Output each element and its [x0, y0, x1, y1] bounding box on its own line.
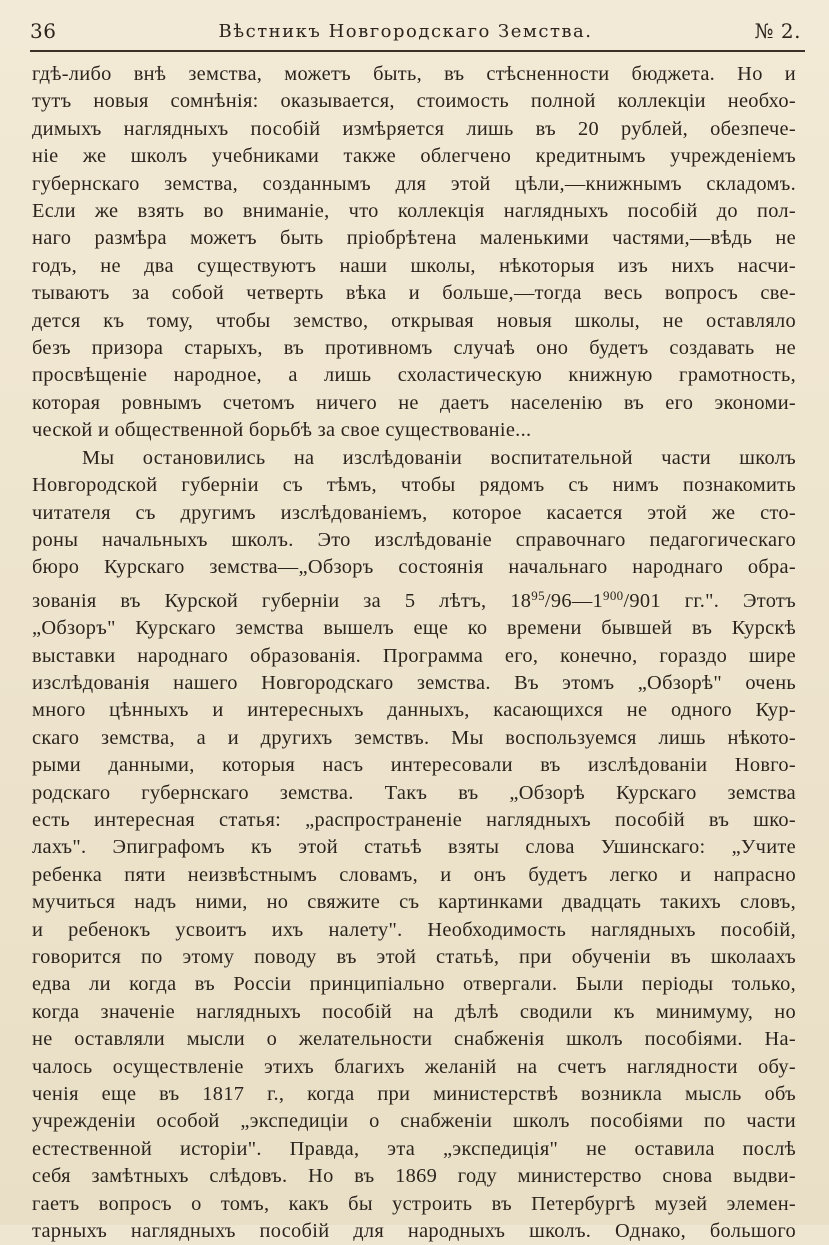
text-line: которая ровнымъ счетомъ ничего не даетъ населенію въ его экономи-	[32, 391, 796, 414]
text-line: едва ли когда въ Россіи принципіально отвергали. Были періоды только,	[32, 973, 796, 996]
subscript: 96	[550, 589, 572, 612]
journal-title: Вѣстникъ Новгородскаго Земства.	[218, 20, 593, 42]
text-fragment: зованія въ Курской губерніи за 5 лѣтъ, 18	[32, 589, 532, 612]
text-line: естественной исторіи". Правда, эта „экспедиція" не оставила послѣ	[32, 1137, 796, 1160]
subscript: 901	[629, 589, 661, 612]
text-line: Мы остановились на изслѣдованіи воспитательной части школъ	[82, 446, 796, 469]
text-line: чалось осуществленіе этихъ благихъ желаній на счетъ наглядности обу-	[32, 1055, 796, 1078]
text-line: Если же взять во вниманіе, что коллекція наглядныхъ пособій до пол-	[32, 200, 796, 223]
text-line: тутъ новыя сомнѣнія: оказывается, стоимость полной коллекціи необхо-	[32, 90, 796, 113]
text-line: когда значеніе наглядныхъ пособій на дѣлѣ сводили къ минимуму, но	[32, 1000, 796, 1023]
text-line: роны начальныхъ школъ. Это изслѣдованіе справочнаго педагогическаго	[32, 528, 796, 551]
body-text	[32, 61, 796, 1245]
text-line: изслѣдованія нашего Новгородскаго земства. Въ этомъ „Обзорѣ" очень	[32, 671, 796, 694]
paragraph-2	[32, 445, 796, 1245]
text-line: ческой и общественной борьбѣ за свое существованіе...	[32, 419, 532, 442]
header-rule	[30, 50, 805, 52]
paragraph-1	[32, 61, 796, 445]
text-line: рыми данными, которыя насъ интересовали въ изслѣдованіи Новго-	[32, 754, 796, 777]
running-head	[30, 14, 801, 48]
text-line: дется къ тому, чтобы земство, открывая новыя школы, не оставляло	[32, 309, 796, 332]
text-line: просвѣщеніе народное, а лишь схоластическую книжную грамотность,	[32, 364, 796, 387]
text-line: димыхъ наглядныхъ пособій измѣряется лишь въ 20 рублей, обезпече-	[32, 117, 796, 140]
text-line: и ребенокъ усвоитъ ихъ налету". Необходимость наглядныхъ пособій,	[32, 918, 796, 941]
text-line: учрежденіи особой „экспедиціи о снабженіи школъ пособіями по части	[32, 1110, 796, 1133]
text-line: губернскаго земства, созданнымъ для этой цѣли,—книжнымъ складомъ.	[32, 172, 796, 195]
text-line: безъ призора старыхъ, въ противномъ случаѣ оно будетъ создавать не	[32, 337, 796, 360]
text-line: есть интересная статья: „распространеніе наглядныхъ пособій въ шко-	[32, 808, 796, 831]
text-line: родскаго губернскаго земства. Такъ въ „Обзорѣ Курскаго земства	[32, 781, 796, 804]
text-line-with-dates	[32, 582, 796, 615]
text-line: гдѣ-либо внѣ земства, можетъ быть, въ стѣсненности бюджета. Но и	[32, 63, 796, 85]
text-fragment: —1	[571, 589, 604, 612]
page-number: 36	[30, 19, 57, 43]
text-line: лахъ". Эпиграфомъ къ этой статьѣ взяты слова Ушинскаго: „Учите	[32, 836, 796, 859]
text-line: тарныхъ наглядныхъ пособій для народныхъ школъ. Однако, большого	[32, 1220, 796, 1243]
text-line: не оставляли мысли о желательности снабженія школъ пособіями. На-	[32, 1028, 796, 1051]
text-line: ченія еще въ 1817 г., когда при министерствѣ возникла мысль объ	[32, 1083, 796, 1106]
text-fragment: /	[623, 589, 630, 612]
text-line: скаго земства, а и другихъ земствъ. Мы воспользуемся лишь нѣкото-	[32, 726, 796, 749]
superscript: 95	[531, 587, 545, 603]
text-line: мучиться надъ ними, но свяжите съ картинками двадцать такихъ словъ,	[32, 891, 796, 914]
text-line: себя замѣтныхъ слѣдовъ. Но въ 1869 году министерство снова выдви-	[32, 1165, 796, 1188]
text-line: наго размѣра можетъ быть пріобрѣтена маленькими частями,—вѣдь не	[32, 227, 796, 250]
text-line: „Обзоръ" Курскаго земства вышелъ еще ко времени бывшей въ Курскѣ	[32, 617, 796, 640]
text-line: ребенка пяти неизвѣстнымъ словамъ, и онъ будетъ легко и напрасно	[32, 863, 796, 886]
text-line: тываютъ за собой четверть вѣка и больше,—тогда весь вопросъ све-	[32, 282, 796, 305]
text-fragment: гг.". Этотъ	[660, 589, 796, 612]
text-line: ніе же школъ учебниками также облегчено кредитнымъ учрежденіемъ	[32, 145, 796, 168]
text-line: выставки народнаго образованія. Программа его, конечно, гораздо шире	[32, 644, 796, 667]
text-line: годъ, не два существуютъ наши школы, нѣкоторыя изъ нихъ насчи-	[32, 254, 796, 277]
text-line: бюро Курскаго земства—„Обзоръ состоянія начальнаго народнаго обра-	[32, 556, 796, 579]
text-line: говорится по этому поводу въ этой статьѣ, при обученіи въ школаахъ	[32, 946, 796, 968]
text-line: читателя съ другимъ изслѣдованіемъ, которое касается этой же сто-	[32, 501, 796, 524]
text-line: много цѣнныхъ и интересныхъ данныхъ, касающихся не одного Кур-	[32, 699, 796, 722]
issue-number: № 2.	[754, 19, 801, 43]
text-fragment: /	[544, 589, 551, 612]
text-line: гаетъ вопросъ о томъ, какъ бы устроить въ Петербургѣ музей элемен-	[32, 1192, 796, 1215]
text-line: Новгородской губерніи съ тѣмъ, чтобы рядомъ съ нимъ познакомить	[32, 474, 796, 497]
superscript: 900	[603, 587, 624, 603]
